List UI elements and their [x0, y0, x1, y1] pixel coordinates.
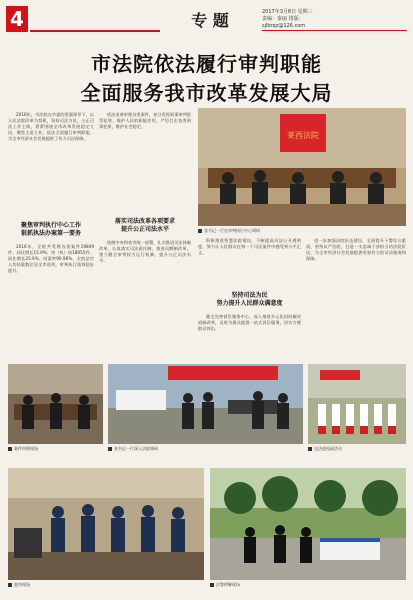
caption-mid-left [8, 446, 103, 451]
photo-meeting-caption [198, 228, 406, 233]
caption-marker-icon [8, 583, 12, 587]
caption-bottom-left-text: 庭审现场 [14, 582, 30, 587]
mid-left-photo-graphic [8, 364, 103, 444]
column-2-body-text: 按照中央和省市统一部署，扎实推进司法体制改革，认真落实司法责任制，推进员额制改革，建立健全审判权力运行机制，提升公正司法水平。 [99, 240, 191, 263]
header-meta [262, 9, 313, 30]
court-sign-text: 莱西法院 [287, 131, 319, 140]
photo-mid-left [8, 364, 103, 444]
column-1-subhead: 聚焦审判执行中心工作 狠抓执法办案第一要务 [20, 222, 81, 237]
photo-meeting [198, 108, 406, 226]
editor-line: 责编：秦丽 排版： [262, 16, 304, 22]
caption-marker-icon [8, 447, 12, 451]
caption-marker-icon [308, 447, 312, 451]
email-line: sjlbrqz@126.com [262, 23, 306, 29]
header-rule-right [262, 30, 407, 31]
column-1-intro-text: 2016年，市法院在市委的坚强领导下，以人民法院改革为契机，坚持司法为民，公正司法工作主线，紧紧围绕全市改革发展稳定大局，聚焦主责主业，依法全面履行审判职能，为全市经济社会发展提供了有力司法保障。 [8, 112, 94, 141]
column-3-top [198, 238, 301, 288]
caption-mid-center-text: 张书记一行深入法院调研 [114, 446, 158, 451]
column-1-body [8, 244, 94, 356]
column-2-subhead: 落实司法改革各项要求 提升公正司法水平 [114, 218, 175, 233]
bottom-right-photo-graphic [210, 468, 406, 580]
column-3-subhead: 坚持司法为民 努力提升人民群众满意度 [216, 292, 283, 307]
caption-marker-icon [108, 447, 112, 451]
caption-mid-left-text: 案件审理现场 [14, 446, 38, 451]
caption-mid-right [308, 446, 406, 451]
photo-mid-right [308, 364, 406, 444]
mid-center-photo-graphic [108, 364, 303, 444]
caption-mid-center [108, 446, 303, 451]
headline-line-1: 市法院依法履行审判职能 [91, 52, 322, 76]
bottom-left-photo-graphic [8, 468, 204, 580]
photo-bottom-right [210, 468, 406, 580]
column-1-intro [8, 112, 94, 217]
caption-bottom-left [8, 582, 204, 587]
mid-right-photo-graphic [308, 364, 406, 444]
caption-bottom-right-text: 法警押解现场 [216, 582, 240, 587]
meeting-photo-graphic [198, 108, 406, 226]
column-2-top-text: 依法妥善审理各类案件，充分发挥刑事审判惩罚犯罪、保护人民的职能作用，严厉打击各类刑事犯罪，维护社会稳定。 [99, 112, 191, 129]
section-title: 专 题 [191, 11, 229, 30]
column-3-body [198, 314, 301, 356]
column-2-top [99, 112, 191, 212]
header-rule-left [30, 30, 160, 32]
column-1-body-text: 2016年，全院共受理各类案件19849件，同比增长15.9%；审（执）结18055件，同比增长25.9%。结案率90.96%。全院法官人均结案数位居全市前列，审判执行质效稳步提升。 [8, 244, 94, 273]
photo-bottom-left [8, 468, 204, 580]
caption-marker-icon [198, 229, 202, 233]
photo-meeting-caption-text: 张书记一行在审判执行中心调研 [204, 228, 260, 233]
headline-line-2: 全面服务我市改革发展大局 [80, 81, 333, 105]
caption-mid-right-text: 送法进校园活动 [314, 446, 342, 451]
column-4-body-text: 进一步加强法院队伍建设，全面提升干警综合素质，坚持从严治院，打造一支忠诚干净担当的法院队伍，为全市经济社会发展提供更加有力的司法服务和保障。 [306, 238, 406, 261]
column-2-body [99, 240, 191, 356]
photo-mid-center [108, 364, 303, 444]
column-3-body-text: 健全完善诉讼服务中心，深入推进多元化纠纷解决机制改革，及时为群众提供一站式诉讼服务，切实方便群众诉讼。 [198, 314, 301, 331]
caption-marker-icon [210, 583, 214, 587]
column-3-top-text: 积极推进智慧法院建设，不断提高司法公开透明度，努力让人民群众在每一个司法案件中感受到公平正义。 [198, 238, 301, 255]
page-number: 4 [6, 6, 28, 32]
column-4-body [306, 238, 406, 356]
caption-bottom-right [210, 582, 406, 587]
date-line: 2017年3月8日 星期三 [262, 9, 313, 15]
